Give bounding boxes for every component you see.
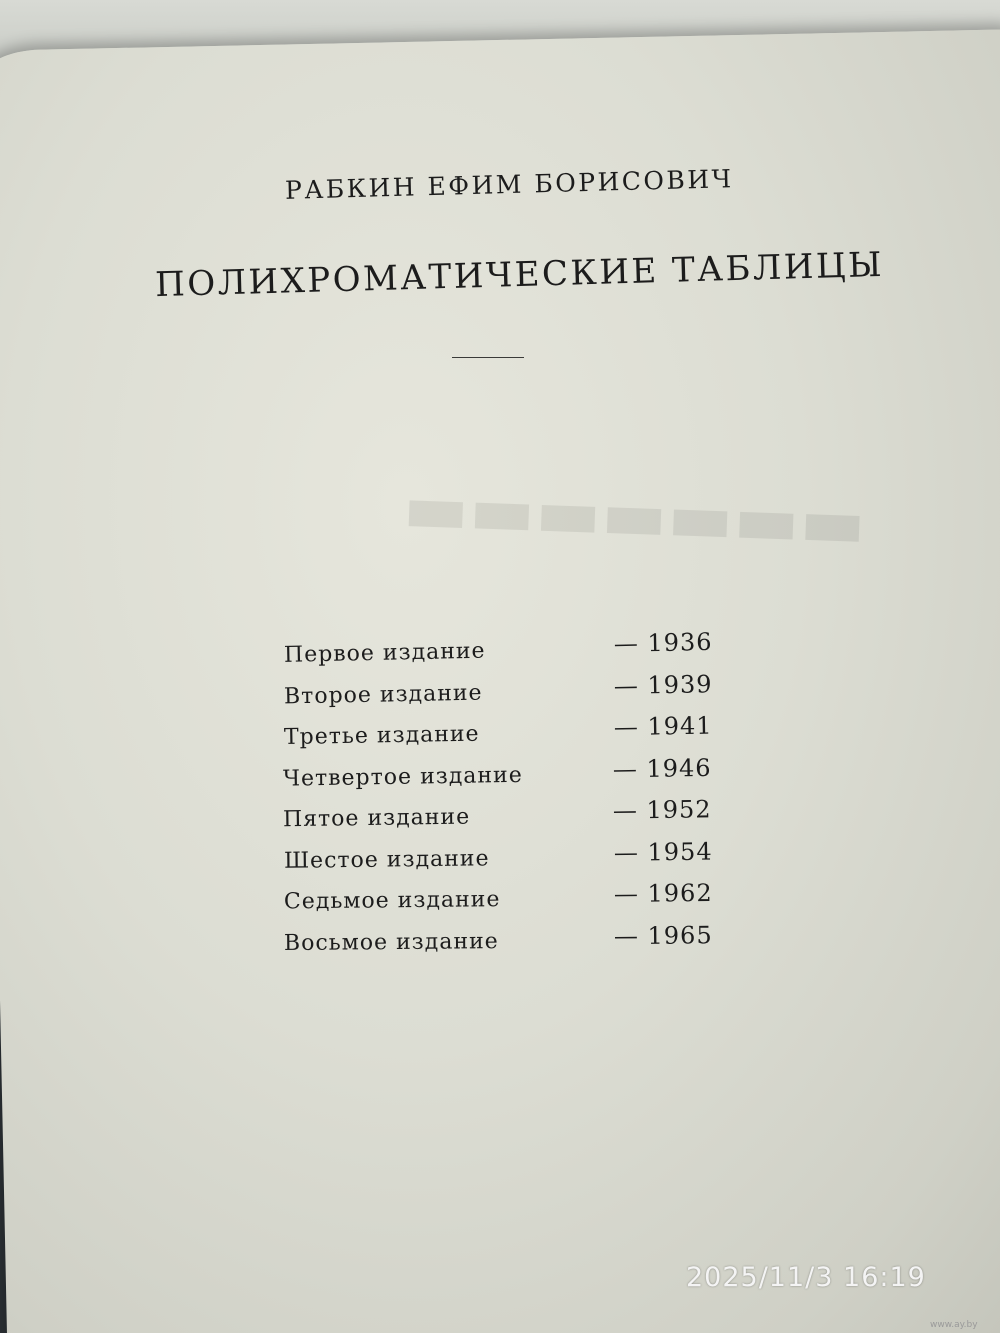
- edition-year: — 1954: [613, 837, 713, 867]
- edition-year: — 1965: [613, 920, 713, 950]
- title-divider: [452, 357, 524, 358]
- edition-year: — 1941: [613, 711, 713, 742]
- edition-row: [284, 920, 744, 966]
- edition-list: [282, 627, 742, 964]
- edition-name: Пятое издание: [282, 804, 471, 833]
- edition-row: [284, 837, 744, 884]
- edition-name: Шестое издание: [283, 845, 490, 874]
- edition-name: Второе издание: [283, 680, 483, 709]
- edition-name: Четвертое издание: [282, 762, 523, 792]
- author-name: РАБКИН ЕФИМ БОРИСОВИЧ: [284, 164, 734, 205]
- edition-row: [283, 753, 744, 802]
- edition-year: — 1952: [612, 795, 712, 825]
- edition-year: — 1939: [613, 669, 713, 700]
- show-through-text: ▬▬▬▬▬▬▬: [401, 466, 868, 565]
- edition-year: — 1962: [613, 878, 713, 908]
- photo-timestamp: 2025/11/3 16:19: [686, 1262, 926, 1293]
- edition-name: Первое издание: [283, 638, 486, 668]
- edition-row: [284, 879, 744, 925]
- edition-year: — 1936: [613, 627, 713, 658]
- site-watermark: www.ay.by: [930, 1320, 978, 1330]
- edition-row: [284, 711, 745, 761]
- book-title: ПОЛИХРОМАТИЧЕСКИЕ ТАБЛИЦЫ: [154, 244, 885, 306]
- edition-name: Третье издание: [283, 721, 480, 751]
- edition-name: Седьмое издание: [283, 887, 501, 915]
- edition-name: Восьмое издание: [283, 928, 499, 956]
- edition-year: — 1946: [612, 753, 712, 783]
- edition-row: [283, 795, 744, 843]
